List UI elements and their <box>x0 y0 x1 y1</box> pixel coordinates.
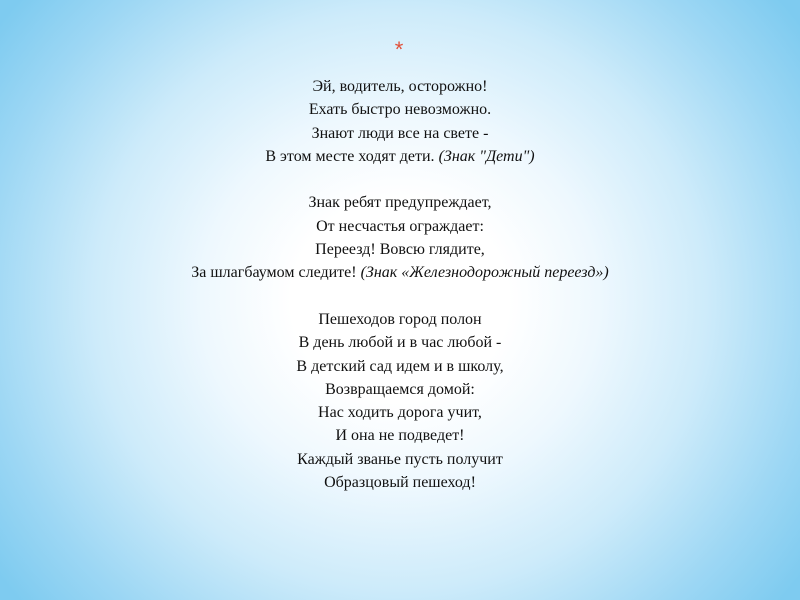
line-text: Знак ребят предупреждает, <box>308 194 492 212</box>
poem-line <box>0 471 800 494</box>
line-text: Знают люди все на свете - <box>311 124 489 142</box>
line-text: В этом месте ходят дети. <box>265 147 435 165</box>
poem-line <box>0 355 800 378</box>
line-text: Возвращаемся домой: <box>325 380 475 398</box>
line-text: Ехать быстро невозможно. <box>308 101 492 119</box>
line-text: И она не подведет! <box>335 427 465 445</box>
poem-line <box>0 378 800 401</box>
line-text: Эй, водитель, осторожно! <box>312 78 488 95</box>
poem-text <box>0 75 800 494</box>
poem-line <box>0 122 800 145</box>
poem-line <box>0 191 800 214</box>
sign-note: (Знак "Дети") <box>438 147 535 165</box>
line-text: Каждый званье пусть получит <box>297 450 503 468</box>
poem-line <box>0 448 800 471</box>
stanza-gap <box>0 285 800 308</box>
line-text: За шлагбаумом следите! <box>191 264 357 282</box>
poem-line <box>0 261 800 284</box>
line-text: В детский сад идем и в школу, <box>296 357 504 375</box>
line-text: Переезд! Вовсю глядите, <box>315 241 485 259</box>
poem-line <box>0 401 800 424</box>
line-text: Образцовый пешеход! <box>324 474 476 492</box>
sign-note: (Знак «Железнодорожный переезд») <box>360 264 609 282</box>
line-text: Пешеходов город полон <box>318 310 482 328</box>
poem-line <box>0 145 800 168</box>
line-text: Нас ходить дорога учит, <box>318 404 482 422</box>
poem-line <box>0 331 800 354</box>
poem-line <box>0 308 800 331</box>
poem-line <box>0 98 800 121</box>
line-text: В день любой и в час любой - <box>298 334 502 352</box>
poem-line <box>0 75 800 98</box>
poem-line <box>0 238 800 261</box>
line-text: От несчастья ограждает: <box>316 217 484 235</box>
bullet-asterisk-icon: * <box>394 37 404 62</box>
poem-line <box>0 215 800 238</box>
poem-line <box>0 424 800 447</box>
stanza-gap <box>0 168 800 191</box>
